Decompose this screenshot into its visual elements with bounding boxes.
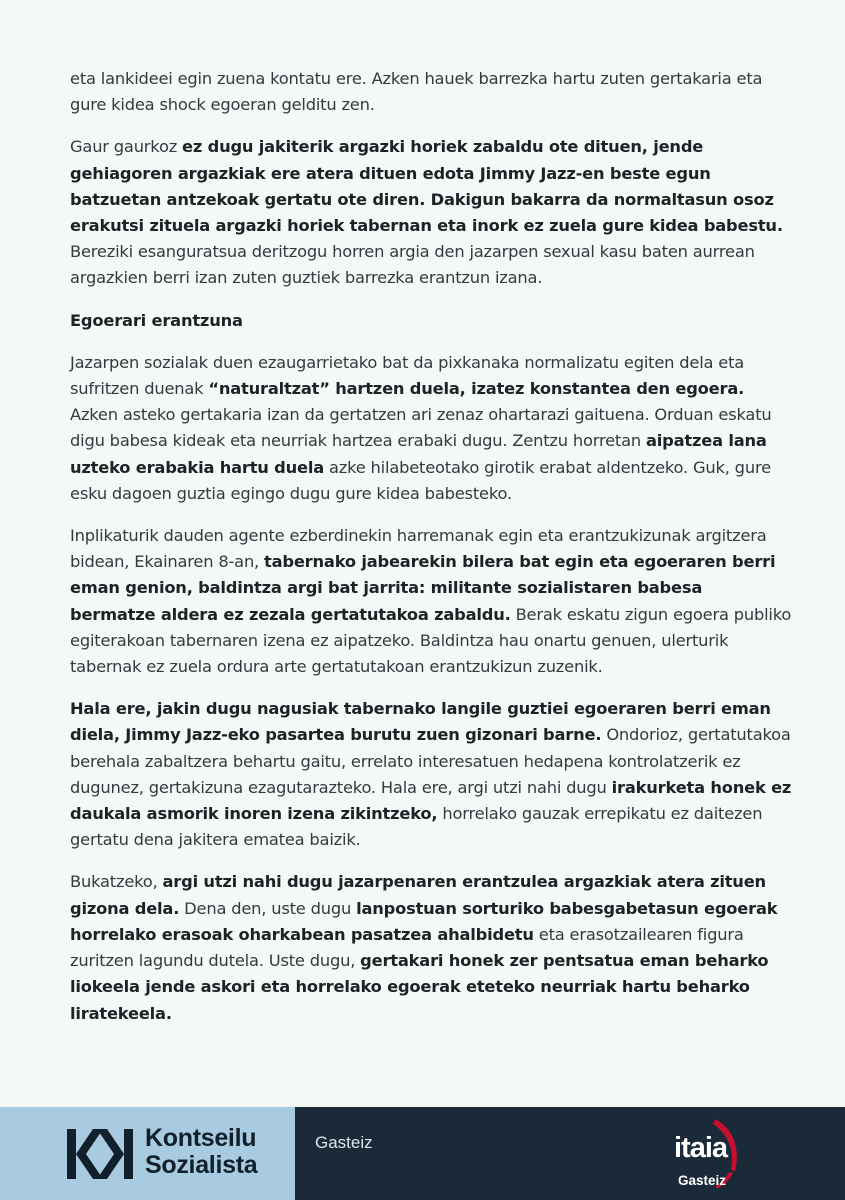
org-name-line2: Sozialista: [145, 1151, 258, 1179]
org-name-line1: Kontseilu: [145, 1124, 257, 1152]
text-run: Inplikaturik dauden agente ezberdinekin harremanak egin eta erantzukizunak argitzera bidean, Ekainaren 8-an,: [70, 526, 767, 572]
bold-text-run: argi utzi nahi dugu jazarpenaren erantzulea argazkiak atera zituen gizona dela.: [70, 872, 766, 918]
itaia-city: Gasteiz: [678, 1173, 727, 1188]
bold-text-run: lanpostuan sorturiko babesgabetasun egoerak horrelako erasoak oharkabean pasatzea ahalbidetu: [70, 898, 778, 944]
paragraph: [70, 134, 792, 291]
bold-text-run: ez dugu jakiterik argazki horiek zabaldu ote dituen, jende gehiagoren argazkiak ere atera dituen edota Jimmy Jazz-en beste egun batzuetan antzekoak gertatu ote diren. Dakigun bakarra da normaltasun osoz erakutsi zituela argazki horiek tabernan eta inork ez zuela gure kidea babestu.: [70, 137, 783, 236]
paragraph: [70, 66, 792, 118]
section-heading: Egoerari erantzuna: [70, 310, 243, 330]
paragraph: [70, 869, 792, 1026]
text-run: Dena den, uste dugu: [179, 898, 357, 918]
city-label: Gasteiz: [315, 1133, 373, 1152]
paragraph: [70, 350, 792, 507]
article-body: [70, 66, 792, 1043]
footer-dark-panel: [295, 1107, 845, 1200]
bold-text-run: tabernako jabearekin bilera bat egin eta egoeraren berri eman genion, baldintza argi bat jarrita: militante sozialistaren babesa bermatze aldera ez zezala gertatutakoa zabaldu.: [70, 552, 776, 624]
itaia-logo: [671, 1115, 747, 1195]
org-name: [145, 1125, 257, 1179]
bold-text-run: gertakari honek zer pentsatua eman beharko liokeela jende askori eta horrelako egoerak eteteko neurriak hartu beharko liratekeela.: [70, 951, 769, 1023]
bold-text-run: aipatzea lana uzteko erabakia hartu duela: [70, 431, 767, 477]
bold-text-run: Hala ere, jakin dugu nagusiak tabernako langile guztiei egoeraren berri eman diela, Jimmy Jazz-eko pasartea burutu zuen gizonari barne.: [70, 699, 771, 745]
text-run: horrelako gauzak errepikatu ez daitezen gertatu dena jakitera ematea baizik.: [70, 804, 763, 850]
footer: [0, 1107, 845, 1200]
bold-text-run: “naturaltzat” hartzen duela, izatez konstantea den egoera.: [208, 379, 745, 399]
itaia-wordmark: itaia: [674, 1132, 728, 1164]
bold-text-run: irakurketa honek ez daukala asmorik inoren izena zikintzeko,: [70, 777, 792, 824]
text-run: Azken asteko gertakaria izan da gertatzen ari zenaz ohartarazi gaituena. Orduan eskatu digu babesa kideak eta neurriak hartzea erabaki dugu. Zentzu horretan: [70, 405, 772, 451]
text-run: Berak eskatu zigun egoera publiko egiterakoan tabernaren izena ez aipatzeko. Baldintza hau onartu genuen, ulerturik tabernak ez zuela ordura arte gertatutakoan erantzukizun zuzenik.: [70, 604, 792, 677]
text-run: Gaur gaurkoz: [70, 137, 183, 157]
kontseilu-sozialista-logo-icon: [67, 1127, 133, 1181]
footer-org-panel: [0, 1107, 295, 1200]
text-run: eta erasotzailearen figura zuritzen lagundu dutela. Uste dugu,: [70, 924, 744, 971]
paragraph: [70, 523, 792, 680]
text-run: eta lankideei egin zuena kontatu ere. Azken hauek barrezka hartu zuten gertakaria eta gure kidea shock egoeran gelditu zen.: [70, 69, 763, 115]
text-run: Bereziki esanguratsua deritzogu horren argia den jazarpen sexual kasu baten aurrean argazkien berri izan zuten guztiek barrezka erantzun izana.: [70, 242, 755, 288]
text-run: Bukatzeko,: [70, 872, 163, 892]
text-run: Jazarpen sozialak duen ezaugarrietako bat da pixkanaka normalizatu egiten dela eta sufritzen duenak: [70, 352, 745, 399]
text-run: Ondorioz, gertatutakoa berehala zabaltzera behartu gaitu, errelato interesatuen hedapena kontrolatzerik ez dugunez, gertakizuna ezagutarazteko. Hala ere, argi utzi nahi dugu: [70, 725, 791, 797]
paragraph: [70, 696, 792, 853]
text-run: azke hilabeteotako girotik erabat aldentzeko. Guk, gure esku dagoen guztia egingo dugu gure kidea babesteko.: [70, 457, 771, 503]
